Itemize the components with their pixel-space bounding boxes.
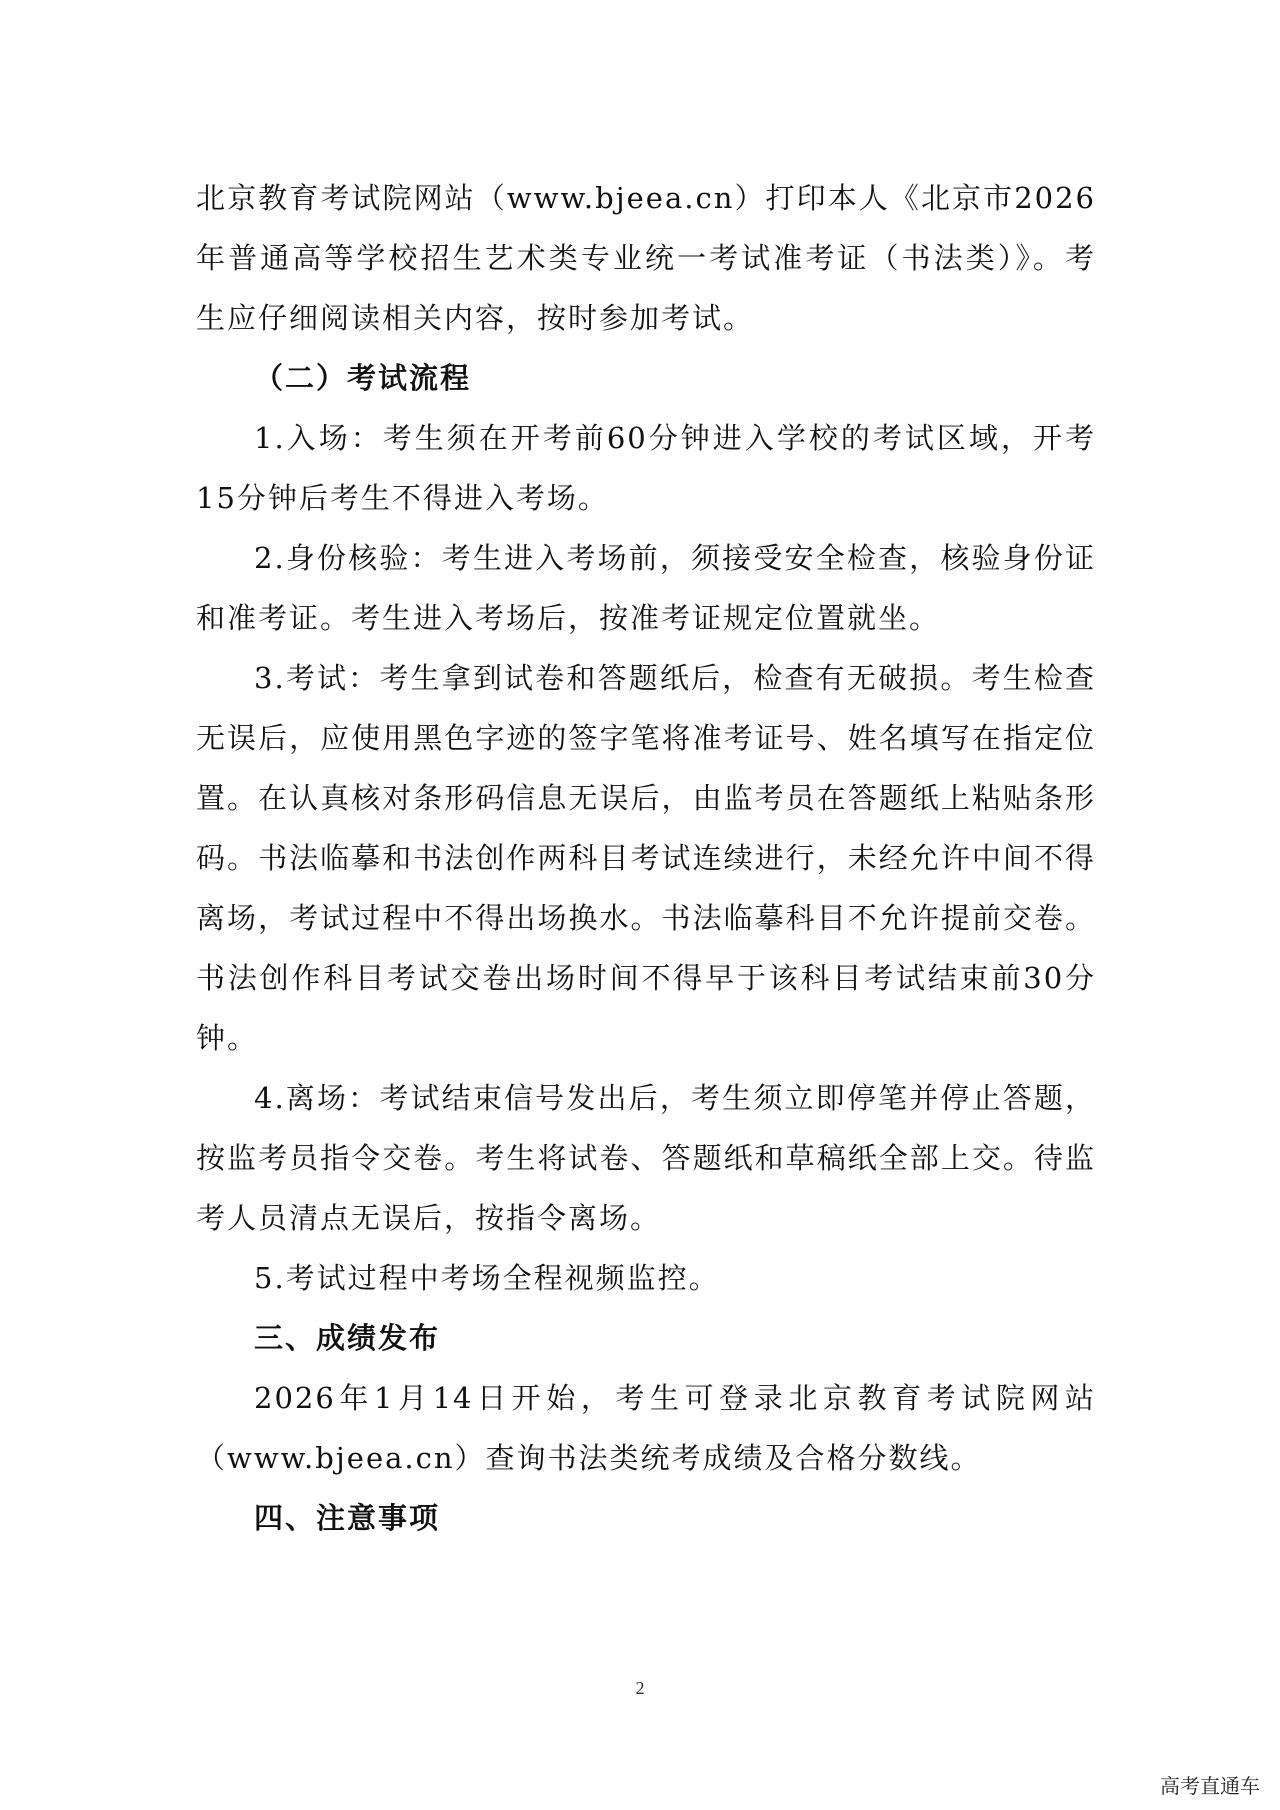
- section-heading-exam-process: （二）考试流程: [254, 361, 472, 395]
- watermark-text: 高考直通车: [1160, 1774, 1260, 1798]
- document-body: [196, 168, 1096, 1548]
- page-number: 2: [635, 1678, 645, 1698]
- section-heading-notes: 四、注意事项: [254, 1501, 441, 1535]
- paragraph-video-monitoring: 5.考试过程中考场全程视频监控。: [254, 1261, 720, 1295]
- paragraph-leaving: 4.离场：考试结束信号发出后，考生须立即停笔并停止答题，按监考员指令交卷。考生将试卷、答题纸和草稿纸全部上交。待监考人员清点无误后，按指令离场。: [196, 1081, 1096, 1235]
- paragraph-admission-ticket: 北京教育考试院网站（www.bjeea.cn）打印本人《北京市2026年普通高等学校招生艺术类专业统一考试准考证（书法类）》。考生应仔细阅读相关内容，按时参加考试。: [196, 181, 1096, 335]
- paragraph-results: 2026年1月14日开始，考生可登录北京教育考试院网站（www.bjeea.cn）查询书法类统考成绩及合格分数线。: [196, 1381, 1096, 1475]
- paragraph-entry: 1.入场：考生须在开考前60分钟进入学校的考试区域，开考15分钟后考生不得进入考场。: [196, 421, 1096, 515]
- section-heading-results: 三、成绩发布: [254, 1321, 441, 1355]
- paragraph-exam: 3.考试：考生拿到试卷和答题纸后，检查有无破损。考生检查无误后，应使用黑色字迹的签字笔将准考证号、姓名填写在指定位置。在认真核对条形码信息无误后，由监考员在答题纸上粘贴条形码。书法临摹和书法创作两科目考试连续进行，未经允许中间不得离场，考试过程中不得出场换水。书法临摹科目不允许提前交卷。书法创作科目考试交卷出场时间不得早于该科目考试结束前30分钟。: [196, 661, 1096, 1055]
- paragraph-identity-check: 2.身份核验：考生进入考场前，须接受安全检查，核验身份证和准考证。考生进入考场后，按准考证规定位置就坐。: [196, 541, 1096, 635]
